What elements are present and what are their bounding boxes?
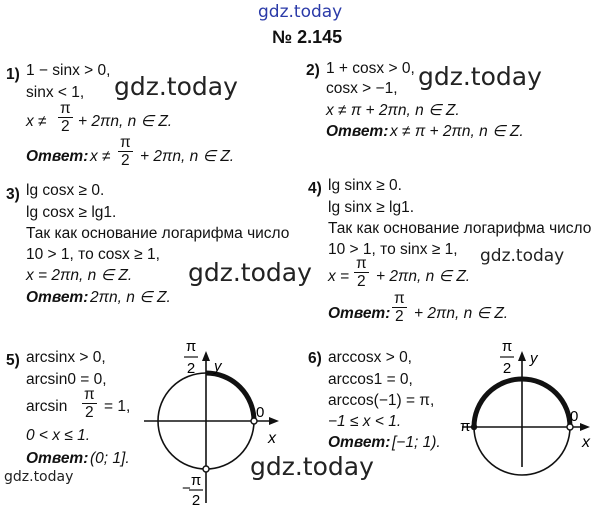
p1-frac-den: 2 (58, 117, 73, 135)
p6-answer: [−1; 1). (392, 434, 441, 451)
p6-unit-circle-graph (458, 335, 598, 475)
p4-answer-frac-den: 2 (392, 307, 407, 325)
p4-answer-fraction (392, 290, 407, 325)
p3-line1: lg cosx ≥ 0. (26, 182, 105, 199)
p5-frac-num: π (84, 386, 95, 403)
watermark-3: gdz.today (188, 258, 312, 287)
p4-line5-pre: x = (328, 268, 350, 285)
p6-answer-label: Ответ: (328, 434, 391, 451)
p6-x-label: x (582, 434, 590, 451)
p4-answer-frac-num: π (394, 290, 405, 307)
p2-line2: cosx > −1, (326, 80, 398, 97)
p5-line3-post: = 1, (104, 398, 131, 415)
p3-line5: x = 2πn, n ∈ Z. (26, 267, 133, 284)
p6-label: 6) (308, 350, 322, 367)
p3-line4: 10 > 1, то cosx ≥ 1, (26, 246, 160, 263)
p1-answer-fraction (118, 134, 133, 169)
watermark-4: gdz.today (480, 246, 565, 266)
p5-answer: (0; 1]. (90, 450, 130, 467)
p3-label: 3) (6, 186, 20, 203)
watermark-2: gdz.today (418, 62, 542, 91)
p6-line2: arccos1 = 0, (328, 371, 413, 388)
p5-x-arrow (269, 417, 279, 425)
p6-y-arrow (518, 351, 526, 361)
p5-y-arrow (202, 351, 210, 361)
p3-line2: lg cosx ≥ lg1. (26, 204, 117, 221)
p1-answer-frac-num: π (120, 134, 131, 151)
p5-top-num: π (185, 338, 197, 355)
p5-line4: 0 < x ≤ 1. (26, 427, 91, 444)
p6-y-label: y (530, 350, 538, 367)
p5-solution-arc (206, 373, 254, 421)
p4-answer-label: Ответ: (328, 305, 391, 322)
p5-open-point-bottom (203, 466, 209, 472)
p4-line3: Так как основание логарифма число (328, 220, 592, 237)
p5-label: 5) (6, 352, 20, 369)
p1-line1: 1 − sinx > 0, (26, 62, 111, 79)
p1-label: 1) (6, 66, 20, 83)
p5-frac-den: 2 (82, 403, 97, 421)
p1-line2: sinx < 1, (26, 84, 85, 101)
header-watermark: gdz.today (258, 2, 343, 22)
p5-answer-label: Ответ: (26, 450, 89, 467)
p5-line3-pre: arcsin (26, 398, 68, 415)
p4-line1: lg sinx ≥ 0. (328, 177, 402, 194)
p4-frac-num: π (356, 255, 367, 272)
p1-line3-pre: x ≠ (26, 113, 47, 130)
p6-line1: arccosx > 0, (328, 349, 412, 366)
p2-answer-label: Ответ: (326, 123, 389, 140)
p4-line4: 10 > 1, то sinx ≥ 1, (328, 241, 458, 258)
p1-answer-label: Ответ: (26, 148, 89, 165)
p5-top-den: 2 (186, 360, 196, 377)
p6-zero-label: 0 (570, 408, 579, 425)
p4-label: 4) (308, 180, 322, 197)
p3-answer-label: Ответ: (26, 289, 89, 306)
p6-top-num: π (501, 338, 513, 355)
watermark-6: gdz.today (4, 469, 74, 485)
p5-line2: arcsin0 = 0, (26, 371, 107, 388)
p4-line5-post: + 2πn, n ∈ Z. (376, 268, 471, 285)
p4-line5-fraction (354, 255, 369, 290)
p6-pi-label: π (460, 418, 471, 435)
p6-line4: −1 ≤ x < 1. (328, 413, 402, 430)
p5-x-label: x (268, 430, 276, 447)
p5-line3-fraction (82, 386, 97, 421)
p2-line3: x ≠ π + 2πn, n ∈ Z. (326, 102, 460, 119)
p2-label: 2) (306, 62, 320, 79)
p3-line3: Так как основание логарифма число (26, 225, 290, 242)
p1-answer-post: + 2πn, n ∈ Z. (140, 148, 235, 165)
p5-y-label: y (214, 358, 222, 375)
watermark-5: gdz.today (250, 452, 374, 481)
p1-answer-pre: x ≠ (90, 148, 111, 165)
p5-unit-circle-graph (140, 335, 290, 509)
p1-line3-post: + 2πn, n ∈ Z. (78, 113, 173, 130)
p5-bottom-sign: − (182, 480, 191, 497)
p1-frac-num: π (60, 100, 71, 117)
p2-line1: 1 + cosx > 0, (326, 60, 415, 77)
p5-bottom-den: 2 (191, 492, 201, 509)
p5-zero-label: 0 (256, 404, 265, 421)
p3-answer: 2πn, n ∈ Z. (90, 289, 171, 306)
p6-x-arrow (580, 423, 590, 431)
problem-number: № 2.145 (272, 27, 343, 47)
p6-closed-point-left (471, 424, 477, 430)
p2-answer: x ≠ π + 2πn, n ∈ Z. (390, 123, 524, 140)
p5-bottom-num: π (190, 472, 202, 489)
p6-top-den: 2 (502, 360, 512, 377)
p6-line3: arccos(−1) = π, (328, 392, 435, 409)
p4-line2: lg sinx ≥ lg1. (328, 199, 415, 216)
p5-line1: arcsinx > 0, (26, 349, 106, 366)
p4-answer-post: + 2πn, n ∈ Z. (414, 305, 509, 322)
p1-answer-frac-den: 2 (118, 151, 133, 169)
watermark-1: gdz.today (114, 72, 238, 101)
p4-frac-den: 2 (354, 272, 369, 290)
p1-line3-fraction (58, 100, 73, 135)
